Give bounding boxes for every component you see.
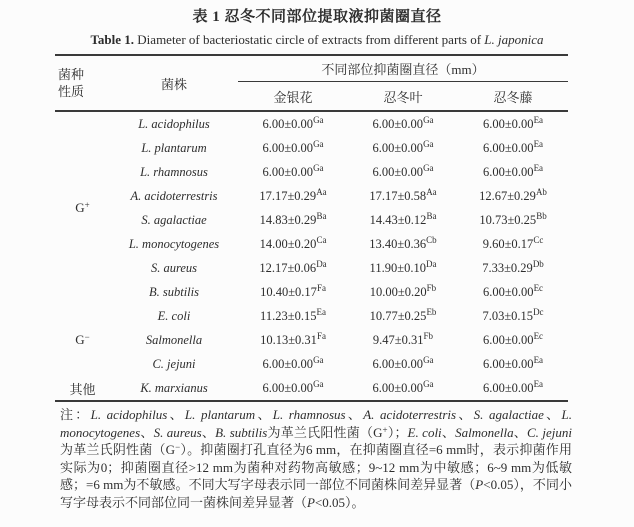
value-cell xyxy=(348,160,458,184)
gram-group-label xyxy=(55,304,110,376)
value-cell xyxy=(238,304,348,328)
strain-cell: K. marxianus xyxy=(140,380,208,395)
text-run: 、 xyxy=(456,407,474,422)
header-species-property-line2: 性质 xyxy=(58,84,85,99)
gram-group-text: 其他 xyxy=(69,381,96,397)
diameter-value: 6.00±0.00 xyxy=(262,140,314,155)
value-cell xyxy=(458,111,568,136)
value-cell xyxy=(348,280,458,304)
value-cell xyxy=(458,256,568,280)
table-caption-en xyxy=(0,32,634,48)
value-cell xyxy=(458,232,568,256)
value-cell xyxy=(238,208,348,232)
significance-superscript: Ea xyxy=(316,307,326,317)
text-run: B. subtilis xyxy=(215,424,268,440)
strain-cell: L. monocytogenes xyxy=(128,236,220,251)
significance-superscript: Fa xyxy=(316,331,326,341)
strain-cell: C. jejuni xyxy=(152,356,196,371)
significance-superscript: Ab xyxy=(535,187,547,197)
significance-superscript: Ga xyxy=(423,163,434,173)
significance-superscript: Cc xyxy=(533,235,544,245)
significance-superscript: Db xyxy=(532,259,544,269)
text-run: 、 xyxy=(441,424,456,440)
diameter-value: 6.00±0.00 xyxy=(262,164,314,179)
header-strain: 菌株 xyxy=(160,76,187,92)
table-row xyxy=(55,232,568,256)
text-run: 、 xyxy=(543,407,562,422)
header-diameter-span: 不同部位抑菌圈直径（mm） xyxy=(238,55,568,82)
diameter-value: 6.00±0.00 xyxy=(372,380,424,395)
header-row-span xyxy=(55,55,568,82)
strain-cell: A. acidoterrestris xyxy=(130,188,218,203)
diameter-value: 11.90±0.10 xyxy=(369,260,426,275)
significance-superscript: Ea xyxy=(533,163,544,173)
diameter-value: 10.73±0.25 xyxy=(479,212,537,227)
strain-cell: E. coli xyxy=(157,308,191,323)
significance-superscript: Ga xyxy=(313,115,324,125)
diameter-value: 7.03±0.15 xyxy=(482,308,534,323)
value-cell xyxy=(238,280,348,304)
diameter-value: 6.00±0.00 xyxy=(482,116,534,131)
strain-cell: L. rhamnosus xyxy=(140,164,208,179)
text-run: S. aureus xyxy=(153,424,202,440)
text-run: Diameter of bacteriostatic circle of extracts from different parts of xyxy=(134,32,485,47)
diameter-value: 6.00±0.00 xyxy=(372,140,424,155)
header-species-property xyxy=(55,55,110,111)
text-run: ）。抑菌圈打孔直径为6 mm，在抑菌圈直径=6 mm时，表示抑菌作用实际为0；抑菌圈直径>12 mm为菌种对药物高敏感；9~12 mm为中敏感；6~9 mm为低敏感；=6 mm为不敏感。不同大写字母表示同一部位不同菌株间差异显著（ xyxy=(60,442,573,492)
diameter-value: 7.33±0.29 xyxy=(482,260,533,275)
text-run: P xyxy=(307,494,315,510)
table-row xyxy=(55,208,568,232)
gram-group-text: G xyxy=(75,200,85,215)
text-run: S. agalactiae xyxy=(473,407,544,422)
significance-superscript: Ea xyxy=(533,355,544,365)
results-table xyxy=(55,54,568,402)
significance-superscript: Dc xyxy=(533,307,544,317)
text-run: 、 xyxy=(345,407,364,422)
value-cell xyxy=(238,160,348,184)
significance-superscript: Fb xyxy=(426,283,437,293)
table-row xyxy=(55,376,568,401)
gram-sign-superscript: − xyxy=(84,331,90,342)
diameter-value: 10.77±0.25 xyxy=(369,308,427,323)
text-run: C. jejuni xyxy=(527,424,572,440)
text-run: ）； xyxy=(387,424,408,440)
strain-cell: S. aureus xyxy=(150,260,198,275)
table-row xyxy=(55,352,568,376)
significance-superscript: Cb xyxy=(426,235,437,245)
significance-superscript: Bb xyxy=(536,211,547,221)
text-run: L. japonica xyxy=(484,32,544,47)
value-cell xyxy=(458,328,568,352)
header-flower: 金银花 xyxy=(273,89,313,105)
significance-superscript: Ga xyxy=(423,379,434,389)
text-run: Salmonella xyxy=(455,424,514,440)
gram-group-text: G xyxy=(75,332,85,347)
strain-cell: S. agalactiae xyxy=(141,212,207,227)
significance-superscript: Ga xyxy=(313,139,324,149)
significance-superscript: Ec xyxy=(533,283,544,293)
significance-superscript: Ga xyxy=(313,355,324,365)
significance-superscript: Ca xyxy=(316,235,327,245)
diameter-value: 6.00±0.00 xyxy=(482,380,534,395)
text-run: 、 xyxy=(140,424,154,440)
value-cell xyxy=(238,352,348,376)
value-cell xyxy=(238,111,348,136)
diameter-value: 14.43±0.12 xyxy=(369,212,427,227)
strain-cell: Salmonella xyxy=(145,332,203,347)
text-run: 为革兰氏阳性菌（G xyxy=(267,424,383,440)
text-run: 、 xyxy=(513,424,528,440)
diameter-value: 10.00±0.20 xyxy=(369,284,427,299)
value-cell xyxy=(348,208,458,232)
value-cell xyxy=(348,376,458,401)
diameter-value: 6.00±0.00 xyxy=(482,332,534,347)
significance-superscript: Ba xyxy=(316,211,327,221)
value-cell xyxy=(458,136,568,160)
value-cell xyxy=(238,136,348,160)
value-cell xyxy=(458,280,568,304)
gram-sign-superscript: + xyxy=(84,199,90,210)
diameter-value: 6.00±0.00 xyxy=(482,284,534,299)
value-cell xyxy=(458,304,568,328)
value-cell xyxy=(458,352,568,376)
value-cell xyxy=(458,184,568,208)
value-cell xyxy=(238,256,348,280)
value-cell xyxy=(238,232,348,256)
diameter-value: 10.13±0.31 xyxy=(260,332,317,347)
table-row xyxy=(55,256,568,280)
significance-superscript: Ga xyxy=(423,139,434,149)
text-run: 为革兰氏阴性菌（G xyxy=(60,442,176,457)
text-run: E. coli xyxy=(407,424,442,440)
diameter-value: 6.00±0.00 xyxy=(482,140,534,155)
significance-superscript: Ec xyxy=(533,331,544,341)
diameter-value: 6.00±0.00 xyxy=(482,356,534,371)
value-cell xyxy=(458,376,568,401)
diameter-value: 10.40±0.17 xyxy=(260,284,317,299)
value-cell xyxy=(348,111,458,136)
text-run: 注： xyxy=(60,407,91,422)
value-cell xyxy=(348,256,458,280)
text-run: + xyxy=(382,424,388,435)
table-row xyxy=(55,111,568,136)
value-cell xyxy=(238,376,348,401)
text-run: L. acidophilus xyxy=(90,407,168,422)
value-cell xyxy=(238,184,348,208)
significance-superscript: Ba xyxy=(426,211,437,221)
significance-superscript: Eb xyxy=(426,307,437,317)
diameter-value: 14.83±0.29 xyxy=(259,212,317,227)
text-run: <0.05），不同小写字母表示不同部位同一菌株间差异显著（ xyxy=(60,477,572,510)
table-row xyxy=(55,160,568,184)
significance-superscript: Ea xyxy=(533,115,544,125)
diameter-value: 6.00±0.00 xyxy=(372,356,424,371)
diameter-value: 13.40±0.36 xyxy=(369,236,427,251)
significance-superscript: Ea xyxy=(533,379,544,389)
significance-superscript: Ga xyxy=(423,355,434,365)
significance-superscript: Da xyxy=(425,259,437,269)
value-cell xyxy=(458,208,568,232)
significance-superscript: Ea xyxy=(533,139,544,149)
diameter-value: 6.00±0.00 xyxy=(372,164,424,179)
diameter-value: 11.23±0.15 xyxy=(260,308,317,323)
text-run: Table 1. xyxy=(90,32,135,47)
table-row xyxy=(55,328,568,352)
strain-cell: L. acidophilus xyxy=(138,116,210,131)
text-run: 、 xyxy=(167,407,185,422)
table-header xyxy=(55,55,568,111)
significance-superscript: Fa xyxy=(316,283,326,293)
diameter-value: 9.47±0.31 xyxy=(372,332,424,347)
diameter-value: 6.00±0.00 xyxy=(482,164,534,179)
strain-cell: L. plantarum xyxy=(141,140,207,155)
diameter-value: 6.00±0.00 xyxy=(262,116,314,131)
value-cell xyxy=(348,232,458,256)
diameter-value: 17.17±0.29 xyxy=(259,188,317,203)
text-run: <0.05）。 xyxy=(314,494,365,510)
diameter-value: 6.00±0.00 xyxy=(372,116,424,131)
diameter-value: 14.00±0.20 xyxy=(259,236,317,251)
table-row xyxy=(55,184,568,208)
table-row xyxy=(55,280,568,304)
text-run: − xyxy=(175,442,181,452)
value-cell xyxy=(348,304,458,328)
text-run: 、 xyxy=(255,407,273,422)
strain-cell: B. subtilis xyxy=(148,284,199,299)
gram-group-label xyxy=(55,111,110,304)
table-body xyxy=(55,111,568,401)
diameter-value: 6.00±0.00 xyxy=(262,380,314,395)
gram-group-label xyxy=(55,376,110,401)
significance-superscript: Aa xyxy=(426,187,437,197)
value-cell xyxy=(348,184,458,208)
value-cell xyxy=(348,352,458,376)
significance-superscript: Ga xyxy=(423,115,434,125)
diameter-value: 12.17±0.06 xyxy=(259,260,317,275)
text-run: L. monocytogenes xyxy=(60,407,572,440)
diameter-value: 12.67±0.29 xyxy=(479,188,536,203)
significance-superscript: Aa xyxy=(316,187,327,197)
value-cell xyxy=(458,160,568,184)
text-run: L. rhamnosus xyxy=(272,407,346,422)
text-run: A. acidoterrestris xyxy=(363,407,457,422)
significance-superscript: Fb xyxy=(423,331,434,341)
header-species-property-line1: 菌种 xyxy=(58,67,85,82)
significance-superscript: Ga xyxy=(313,379,324,389)
text-run: P xyxy=(475,477,484,492)
header-vine: 忍冬藤 xyxy=(493,89,533,105)
value-cell xyxy=(238,328,348,352)
table-row xyxy=(55,136,568,160)
table-row xyxy=(55,304,568,328)
value-cell xyxy=(348,328,458,352)
header-leaf: 忍冬叶 xyxy=(383,89,423,105)
table-caption-zh: 表 1 忍冬不同部位提取液抑菌圈直径 xyxy=(192,9,442,25)
significance-superscript: Da xyxy=(316,259,327,269)
significance-superscript: Ga xyxy=(313,163,324,173)
diameter-value: 6.00±0.00 xyxy=(262,356,314,371)
diameter-value: 17.17±0.58 xyxy=(369,188,427,203)
diameter-value: 9.60±0.17 xyxy=(482,236,534,251)
value-cell xyxy=(348,136,458,160)
table-footnote xyxy=(60,406,572,511)
text-run: 、 xyxy=(201,424,216,440)
text-run: L. plantarum xyxy=(184,407,256,422)
